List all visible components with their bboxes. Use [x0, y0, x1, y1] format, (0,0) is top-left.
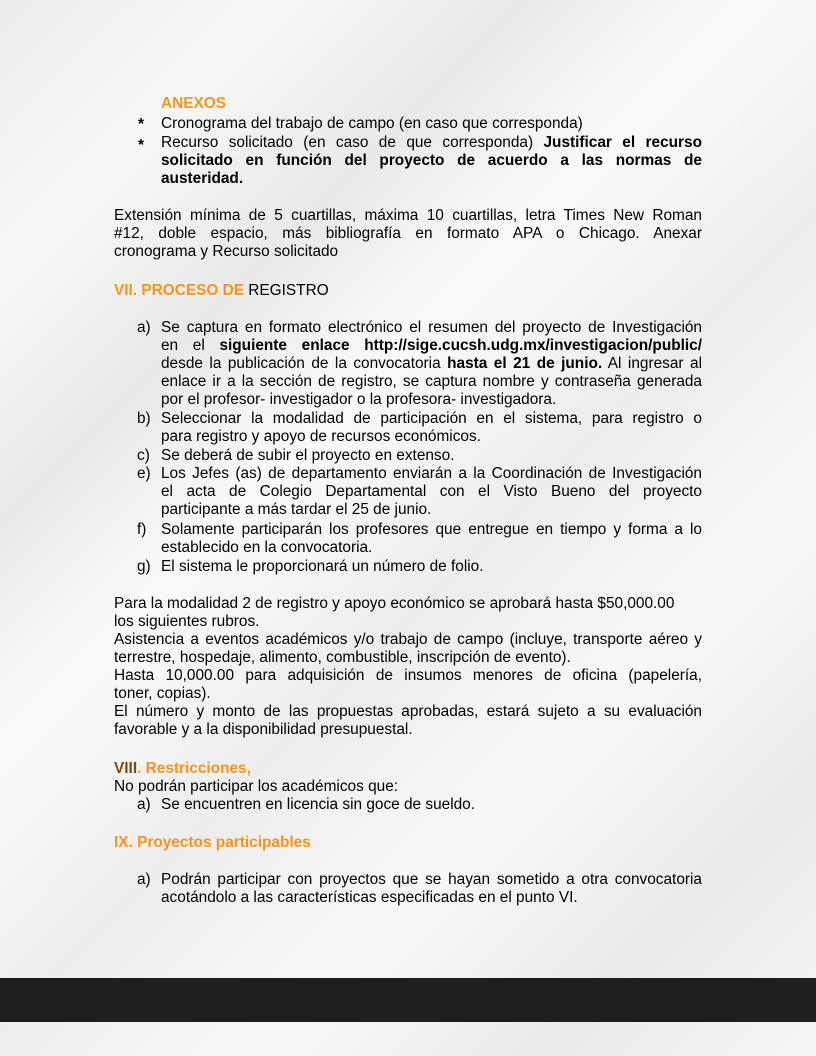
section-7-item-b	[161, 410, 702, 446]
section-7-e-line-2: el acta de Colegio Departamental con el Visto Bueno del proyecto	[161, 483, 702, 500]
anexos-item-2-text: Recurso solicitado (en caso de que corresponda)	[161, 134, 534, 151]
section-7-b-line-1: Seleccionar la modalidad de participación en el sistema, para registro o	[161, 410, 702, 427]
anexos-item-2	[161, 134, 702, 188]
extension-line-1: Extensión mínima de 5 cuartillas, máxima 10 cuartillas, letra Times New Roman	[114, 207, 702, 224]
section-7-item-g: El sistema le proporcionará un número de folio.	[161, 558, 484, 575]
extension-line-2: #12, doble espacio, más bibliografía en formato APA o Chicago. Anexar	[114, 225, 702, 242]
section-7-f-line-2: establecido en la convocatoria.	[161, 539, 373, 556]
list-marker: b)	[137, 410, 151, 427]
section-7-item-c: Se deberá de subir el proyecto en extenso.	[161, 447, 455, 464]
list-marker: c)	[137, 447, 150, 464]
modalidad-line-1: Para la modalidad 2 de registro y apoyo económico se aprobará hasta $50,000.00	[114, 595, 675, 612]
section-7-a-line-3-tail: Al ingresar al	[607, 355, 702, 372]
section-7-a-line-3-text: desde la publicación de la convocatoria	[161, 355, 441, 372]
bullet-marker: *	[138, 116, 144, 133]
section-9-a-line-2: acotándolo a las características especificadas en el punto VI.	[161, 889, 578, 906]
modalidad-line-4: terrestre, hospedaje, alimento, combustible, inscripción de evento).	[114, 649, 571, 666]
section-7-item-a	[161, 319, 702, 409]
section-8-intro: No podrán participar los académicos que:	[114, 778, 399, 795]
list-marker: a)	[137, 796, 151, 813]
section-7-e-line-1: Los Jefes (as) de departamento enviarán a la Coordinación de Investigación	[161, 465, 702, 482]
modalidad-line-8: favorable y a la disponibilidad presupuestal.	[114, 721, 413, 738]
section-7-heading-orange: VII. PROCESO DE	[114, 282, 244, 299]
section-8-item-a: Se encuentren en licencia sin goce de sueldo.	[161, 796, 476, 813]
section-7-heading	[114, 282, 329, 300]
extension-paragraph	[114, 207, 702, 261]
list-marker: a)	[137, 871, 151, 888]
section-7-a-line-1: Se captura en formato electrónico el resumen del proyecto de Investigación	[161, 319, 702, 336]
section-8-heading-text: . Restricciones,	[137, 760, 251, 777]
modalidad-line-7: El número y monto de las propuestas aprobadas, estará sujeto a su evaluación	[114, 703, 702, 720]
registration-link[interactable]: siguiente enlace http://sige.cucsh.udg.mx/investigacion/public/	[219, 337, 703, 354]
list-marker: g)	[137, 558, 151, 575]
section-7-a-line-5: por el profesor- investigador o la profesora- investigadora.	[161, 391, 557, 408]
section-8-heading-numeral: VIII	[114, 760, 138, 777]
list-marker: f)	[137, 521, 147, 538]
deadline-date: hasta el 21 de junio.	[447, 355, 603, 372]
section-9-heading: IX. Proyectos participables	[114, 834, 311, 851]
modalidad-line-6: toner, copias).	[114, 685, 211, 702]
anexos-item-2-bold: Justificar el recurso	[543, 134, 702, 151]
extension-line-3: cronograma y Recurso solicitado	[114, 243, 339, 260]
modalidad-line-2: los siguientes rubros.	[114, 613, 260, 630]
anexos-item-2-line2: solicitado en función del proyecto de acuerdo a las normas de	[161, 152, 702, 169]
anexos-heading: ANEXOS	[161, 95, 226, 112]
section-9-a-line-1: Podrán participar con proyectos que se hayan sometido a otra convocatoria	[161, 871, 702, 888]
section-7-b-line-2: para registro y apoyo de recursos económicos.	[161, 428, 481, 445]
section-7-heading-black: REGISTRO	[248, 282, 329, 299]
list-marker: e)	[137, 465, 151, 482]
bullet-marker: *	[138, 137, 144, 154]
list-marker: a)	[137, 319, 151, 336]
anexos-item-1: Cronograma del trabajo de campo (en caso que corresponda)	[161, 115, 583, 132]
modalidad-paragraph	[114, 595, 702, 739]
section-7-item-f	[161, 521, 702, 557]
anexos-item-2-line3: austeridad.	[161, 170, 244, 187]
modalidad-line-3: Asistencia a eventos académicos y/o trabajo de campo (incluye, transporte aéreo y	[114, 631, 702, 648]
footer-bar	[0, 978, 816, 1022]
section-9-item-a	[161, 871, 702, 907]
section-7-f-line-1: Solamente participarán los profesores que entregue en tiempo y forma a lo	[161, 521, 702, 538]
section-7-item-e	[161, 465, 702, 519]
section-8-heading	[114, 760, 251, 778]
section-7-a-line-2-text: en el	[161, 337, 205, 354]
section-7-a-line-4: enlace ir a la sección de registro, se captura nombre y contraseña generada	[161, 373, 702, 390]
section-7-e-line-3: participante a más tardar el 25 de junio.	[161, 501, 432, 518]
modalidad-line-5: Hasta 10,000.00 para adquisición de insumos menores de oficina (papelería,	[114, 667, 702, 684]
